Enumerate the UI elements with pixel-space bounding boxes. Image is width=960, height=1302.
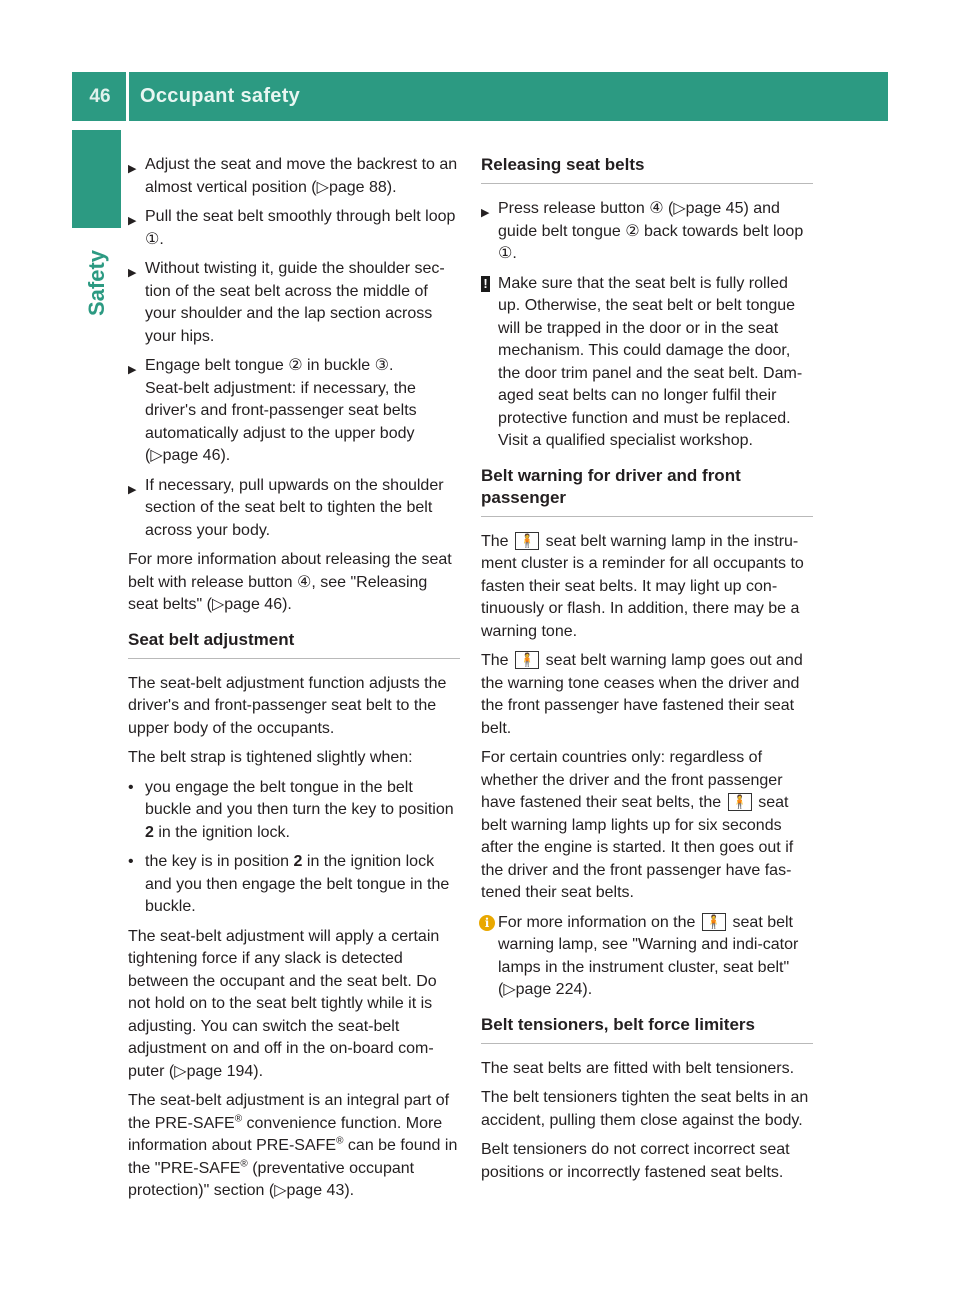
page-ref-icon: ▷ bbox=[673, 200, 686, 217]
page-reference[interactable]: page 46). bbox=[224, 596, 292, 613]
registered-mark: ® bbox=[336, 1135, 344, 1147]
paragraph: The belt tensioners tighten the seat belts in an accident, pulling them close against the body. bbox=[481, 1089, 809, 1129]
paragraph: The seat-belt adjustment function adjusts the driver's and front-passenger seat belt to the upper body of the occupants. bbox=[128, 674, 447, 737]
arrow-icon: ▶ bbox=[128, 163, 137, 175]
step-item: ▶ Engage belt tongue ② in buckle ③. Seat-belt adjustment: if necessary, the driver's and front-passenger seat belts automatically adjust to the upper body (▷page 46). bbox=[128, 357, 417, 464]
arrow-icon: ▶ bbox=[128, 215, 137, 227]
heading-releasing-seat-belts: Releasing seat belts bbox=[481, 154, 813, 184]
seatbelt-lamp-icon: 🧍 bbox=[728, 793, 752, 811]
page-ref-icon: ▷ bbox=[211, 596, 225, 613]
step-item: ▶ Press release button ④ (▷page 45) and guide belt tongue ② back towards belt loop ①. bbox=[481, 200, 804, 262]
warning-note: ! Make sure that the seat belt is fully rolled up. Otherwise, the seat belt or belt tongue will be trapped in the door or in the seat mechanism. This could damage the door, the door trim panel and the seat belt. Dam-aged seat belts can no longer fulfil their protective function and must be replaced. Visit a qualified specialist workshop. bbox=[481, 273, 813, 453]
step-item: ▶ Without twisting it, guide the shoulder sec-tion of the seat belt across the middle of your shoulder and the lap section across your hips. bbox=[128, 260, 445, 345]
bullet-icon: • bbox=[128, 853, 134, 870]
paragraph: The seat belts are fitted with belt tensioners. bbox=[481, 1059, 795, 1077]
arrow-icon: ▶ bbox=[128, 483, 137, 496]
page-reference[interactable]: page 43). bbox=[286, 1182, 355, 1199]
page-ref-icon: ▷ bbox=[316, 178, 329, 196]
page-ref-icon: ▷ bbox=[503, 981, 516, 998]
bullet-item: • you engage the belt tongue in the belt buckle and you then turn the key to position 2 in the ignition lock. bbox=[128, 778, 454, 841]
side-tab-label: Safety bbox=[83, 249, 109, 317]
heading-seat-belt-adjustment: Seat belt adjustment bbox=[128, 629, 460, 659]
page-reference[interactable]: page 224). bbox=[515, 981, 593, 998]
paragraph: The seat-belt adjustment will apply a certain tightening force if any slack is detected between the occupant and the seat belt. Do not hold on to the seat belt tightly while it is adjusting. You can switch the seat-belt adjustment on and off in the on-board com-puter (▷page 194). bbox=[128, 927, 440, 1080]
arrow-icon: ▶ bbox=[128, 364, 137, 376]
paragraph: The 🧍 seat belt warning lamp goes out and the warning tone ceases when the driver and the front passenger have fastened their seat belt. bbox=[481, 652, 803, 737]
paragraph: For certain countries only: regardless of whether the driver and the front passenger have fastened their seat belts, the 🧍 seat belt warning lamp lights up for six seconds after the engine is started. It then goes out if the driver and the front passenger have fas-tened their seat belts. bbox=[481, 749, 794, 901]
seatbelt-lamp-icon: 🧍 bbox=[515, 651, 539, 669]
page-reference[interactable]: page 45) and guide belt tongue ② back towards belt loop ①. bbox=[498, 200, 804, 262]
info-note: i For more information on the 🧍 seat belt warning lamp, see "Warning and indi-cator lamps in the instrument cluster, seat belt" (▷page 224). bbox=[481, 912, 813, 1002]
seatbelt-lamp-icon: 🧍 bbox=[515, 532, 539, 550]
page-reference[interactable]: page 46). bbox=[162, 447, 231, 464]
paragraph: The seat-belt adjustment is an integral part of the PRE-SAFE® convenience function. More information about PRE-SAFE® can be found in the "PRE-SAFE® (preventative occupant protection)" section (▷page 43). bbox=[128, 1092, 458, 1199]
heading-belt-warning: Belt warning for driver and front passenger bbox=[481, 465, 813, 517]
side-tab bbox=[72, 228, 121, 338]
heading-belt-tensioners: Belt tensioners, belt force limiters bbox=[481, 1014, 813, 1044]
section-title: Occupant safety bbox=[140, 85, 301, 107]
arrow-icon: ▶ bbox=[481, 207, 490, 219]
step-item: ▶ Pull the seat belt smoothly through belt loop ①. bbox=[128, 208, 456, 248]
info-icon: i bbox=[479, 915, 495, 931]
step-item: ▶ Adjust the seat and move the backrest to an almost vertical position (▷page 88). bbox=[128, 156, 458, 196]
paragraph: Belt tensioners do not correct incorrect seat positions or incorrectly fastened seat belts. bbox=[481, 1141, 790, 1181]
side-tab-block bbox=[72, 130, 121, 228]
paragraph: The 🧍 seat belt warning lamp in the instru-ment cluster is a reminder for all occupants to fasten their seat belts. It may light up con-tinuously or flash. In addition, there may be a warning tone. bbox=[481, 532, 804, 640]
step-item: ▶ If necessary, pull upwards on the shoulder section of the seat belt to tighten the belt across your body. bbox=[128, 476, 444, 539]
seatbelt-lamp-icon: 🧍 bbox=[702, 913, 726, 931]
registered-mark: ® bbox=[234, 1113, 243, 1125]
right-column bbox=[481, 154, 813, 1191]
left-column bbox=[128, 154, 460, 1210]
paragraph: The belt strap is tightened slightly when: bbox=[128, 749, 413, 766]
page-ref-icon: ▷ bbox=[150, 447, 163, 464]
page-number: 46 bbox=[89, 85, 111, 107]
bullet-item: • the key is in position 2 in the ignition lock and you then engage the belt tongue in the buckle. bbox=[128, 853, 450, 915]
page-ref-icon: ▷ bbox=[174, 1062, 187, 1080]
page-reference[interactable]: page 88). bbox=[328, 178, 397, 196]
page-reference[interactable]: page 194). bbox=[186, 1062, 264, 1080]
bullet-icon: • bbox=[128, 778, 134, 796]
paragraph: For more information about releasing the seat belt with release button ④, see "Releasing seat belts" (▷page 46). bbox=[128, 551, 452, 613]
page-ref-icon: ▷ bbox=[274, 1182, 287, 1199]
registered-mark: ® bbox=[240, 1158, 248, 1170]
arrow-icon: ▶ bbox=[128, 267, 137, 279]
header-divider bbox=[126, 72, 129, 121]
warning-icon: ! bbox=[481, 276, 490, 292]
